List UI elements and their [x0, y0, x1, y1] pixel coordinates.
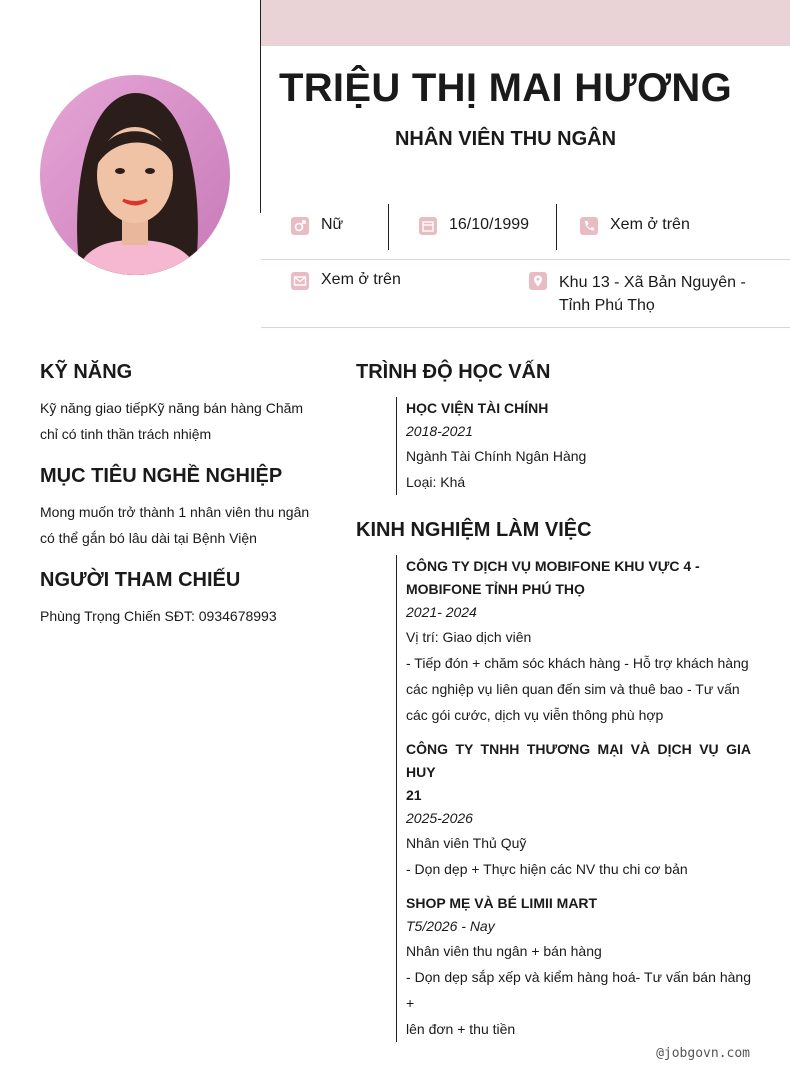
- experience-entry: [406, 892, 751, 1042]
- experience-period: 2021- 2024: [406, 604, 477, 620]
- objective-text-line: có thể gắn bó lâu dài tại Bệnh Viện: [40, 530, 257, 546]
- education-title: TRÌNH ĐỘ HỌC VẤN: [356, 361, 551, 383]
- education-timeline: [396, 397, 751, 495]
- reference-title: NGƯỜI THAM CHIẾU: [40, 569, 241, 591]
- skills-text-line: chỉ có tinh thần trách nhiệm: [40, 426, 212, 442]
- objective-title: MỤC TIÊU NGHỀ NGHIỆP: [40, 465, 283, 487]
- objective-text-line: Mong muốn trở thành 1 nhân viên thu ngân: [40, 504, 310, 520]
- birthday-info: [419, 216, 529, 235]
- header-bottom-divider: [261, 327, 790, 328]
- address-line-1: Khu 13 - Xã Bản Nguyên -: [559, 274, 746, 291]
- email-icon: [291, 272, 309, 290]
- experience-detail: - Dọn dẹp + Thực hiện các NV thu chi cơ bản: [406, 861, 688, 877]
- gender-value: Nữ: [321, 216, 344, 233]
- education-major: Ngành Tài Chính Ngân Hàng: [406, 448, 587, 464]
- contact-row-divider: [261, 259, 790, 260]
- experience-detail: lên đơn + thu tiền: [406, 1021, 516, 1037]
- objective-text: [40, 499, 320, 551]
- header-accent-band: [261, 0, 790, 46]
- candidate-name: TRIỆU THỊ MAI HƯƠNG: [279, 66, 732, 110]
- education-grade: Loại: Khá: [406, 474, 466, 490]
- gender-info: [291, 216, 343, 235]
- avatar-photo: [40, 75, 230, 275]
- address-line-2: Tỉnh Phú Thọ: [559, 297, 655, 314]
- skills-text: [40, 395, 320, 447]
- address-info: [529, 271, 746, 317]
- skills-title: KỸ NĂNG: [40, 361, 133, 383]
- experience-title: KINH NGHIỆM LÀM VIỆC: [356, 519, 592, 541]
- phone-info: [580, 216, 690, 235]
- gender-icon: [291, 217, 309, 235]
- experience-detail: Vị trí: Giao dịch viên: [406, 629, 532, 645]
- phone-value: Xem ở trên: [610, 216, 690, 233]
- experience-detail: - Tiếp đón + chăm sóc khách hàng - Hỗ trợ khách hàng: [406, 655, 749, 671]
- reference-text: Phùng Trọng Chiến SĐT: 0934678993: [40, 608, 277, 624]
- experience-detail: các nghiệp vụ liên quan đến sim và thuê bao - Tư vấn: [406, 681, 740, 697]
- calendar-icon: [419, 217, 437, 235]
- experience-company: SHOP MẸ VÀ BÉ LIMII MART: [406, 895, 598, 911]
- phone-icon: [580, 217, 598, 235]
- contact-divider: [388, 204, 389, 250]
- education-period: 2018-2021: [406, 423, 473, 439]
- birthday-value: 16/10/1999: [449, 216, 530, 233]
- footer-watermark: @jobgovn.com: [656, 1046, 750, 1061]
- job-title: NHÂN VIÊN THU NGÂN: [394, 128, 617, 150]
- experience-timeline: [396, 555, 751, 1042]
- experience-detail: - Dọn dẹp sắp xếp và kiểm hàng hoá- Tư vấn bán hàng +: [406, 969, 751, 1011]
- skills-text-line: Kỹ năng giao tiếpKỹ năng bán hàng Chăm: [40, 400, 304, 416]
- contact-divider: [556, 204, 557, 250]
- experience-company: MOBIFONE TỈNH PHÚ THỌ: [406, 581, 585, 597]
- location-pin-icon: [529, 272, 547, 290]
- experience-detail: Nhân viên Thủ Quỹ: [406, 835, 527, 851]
- email-value: Xem ở trên: [321, 271, 401, 288]
- education-school: HỌC VIỆN TÀI CHÍNH: [406, 400, 549, 416]
- experience-company: 21: [406, 787, 422, 803]
- experience-detail: Nhân viên thu ngân + bán hàng: [406, 943, 602, 959]
- experience-company: CÔNG TY TNHH THƯƠNG MẠI VÀ DỊCH VỤ GIA HUY: [406, 741, 751, 780]
- experience-entry: [406, 738, 751, 882]
- experience-period: T5/2026 - Nay: [406, 918, 495, 934]
- email-info: [291, 271, 401, 290]
- education-entry: [406, 397, 751, 495]
- experience-detail: các gói cước, dịch vụ viễn thông phù hợp: [406, 707, 664, 723]
- experience-period: 2025-2026: [406, 810, 473, 826]
- experience-entry: [406, 555, 751, 728]
- avatar: [40, 75, 230, 275]
- experience-company: CÔNG TY DỊCH VỤ MOBIFONE KHU VỰC 4 -: [406, 558, 700, 574]
